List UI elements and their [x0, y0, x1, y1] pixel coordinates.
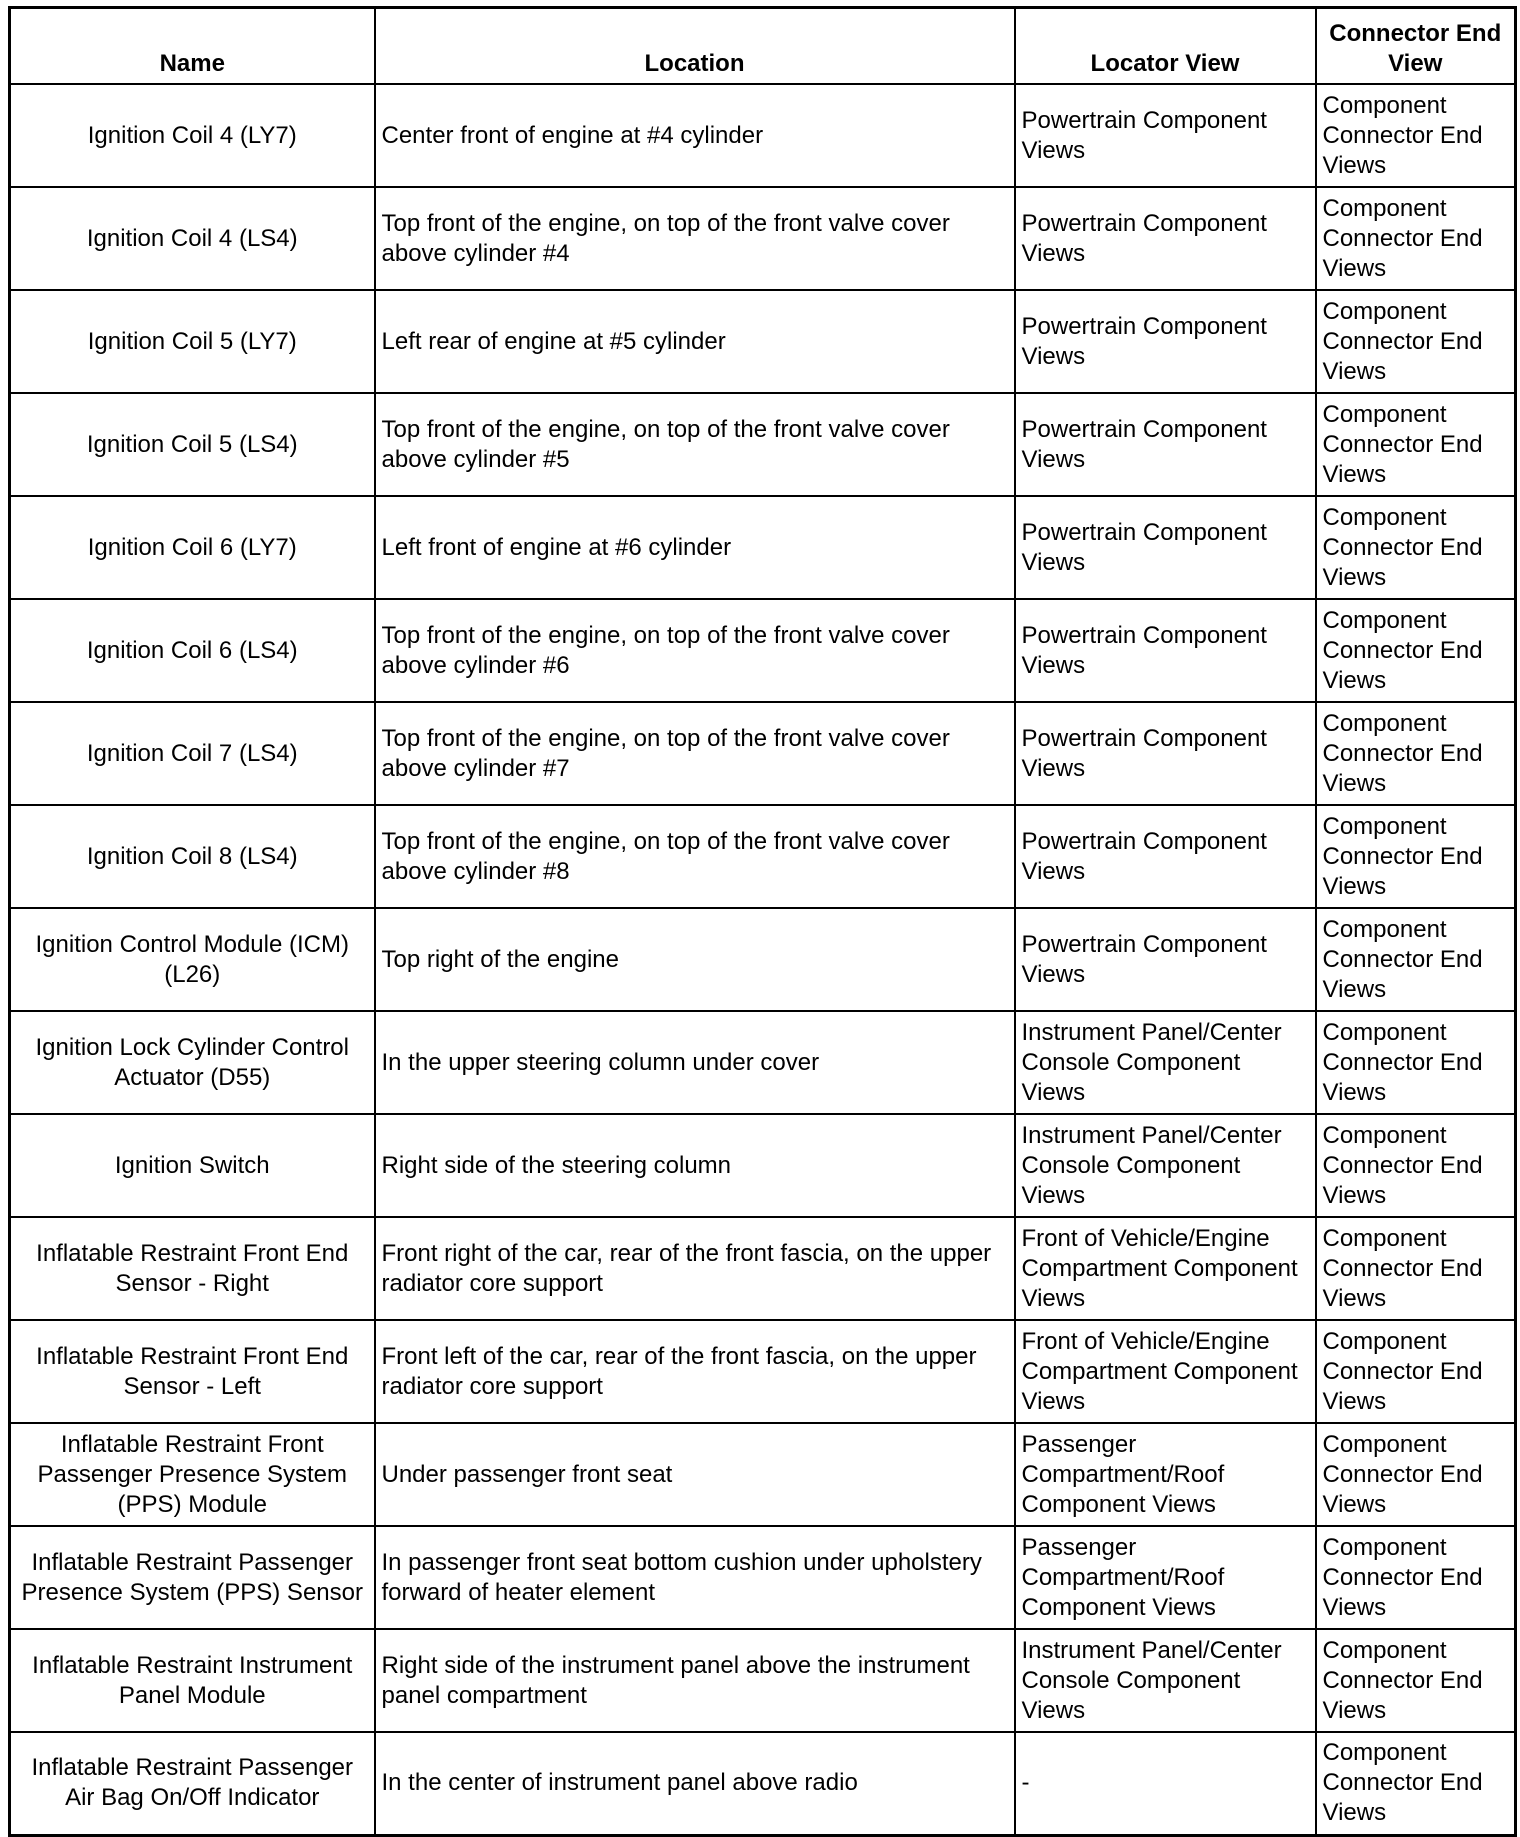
cell-location: Top front of the engine, on top of the front valve cover above cylinder #8 — [375, 805, 1015, 908]
header-locator-view: Locator View — [1015, 8, 1316, 85]
cell-locator-view: Passenger Compartment/Roof Component Views — [1015, 1423, 1316, 1526]
table-row — [10, 496, 1516, 599]
cell-name: Ignition Lock Cylinder Control Actuator (D55) — [10, 1011, 375, 1114]
cell-locator-view: Powertrain Component Views — [1015, 805, 1316, 908]
cell-connector-end-view: Component Connector End Views — [1316, 187, 1516, 290]
cell-locator-view: Powertrain Component Views — [1015, 908, 1316, 1011]
cell-locator-view: Instrument Panel/Center Console Component Views — [1015, 1629, 1316, 1732]
cell-connector-end-view: Component Connector End Views — [1316, 1217, 1516, 1320]
table-row — [10, 290, 1516, 393]
header-location: Location — [375, 8, 1015, 85]
cell-name: Inflatable Restraint Instrument Panel Module — [10, 1629, 375, 1732]
table-row — [10, 702, 1516, 805]
cell-name: Ignition Coil 4 (LS4) — [10, 187, 375, 290]
table-row — [10, 1320, 1516, 1423]
cell-location: Top front of the engine, on top of the front valve cover above cylinder #7 — [375, 702, 1015, 805]
cell-locator-view: Powertrain Component Views — [1015, 599, 1316, 702]
cell-locator-view: Powertrain Component Views — [1015, 496, 1316, 599]
cell-location: Under passenger front seat — [375, 1423, 1015, 1526]
cell-connector-end-view: Component Connector End Views — [1316, 290, 1516, 393]
cell-name: Inflatable Restraint Front End Sensor - Left — [10, 1320, 375, 1423]
cell-connector-end-view: Component Connector End Views — [1316, 1320, 1516, 1423]
cell-name: Inflatable Restraint Passenger Presence System (PPS) Sensor — [10, 1526, 375, 1629]
cell-name: Ignition Coil 6 (LS4) — [10, 599, 375, 702]
cell-name: Ignition Coil 6 (LY7) — [10, 496, 375, 599]
cell-location: Top front of the engine, on top of the front valve cover above cylinder #6 — [375, 599, 1015, 702]
table-row — [10, 805, 1516, 908]
cell-locator-view: Front of Vehicle/Engine Compartment Component Views — [1015, 1320, 1316, 1423]
cell-locator-view: Powertrain Component Views — [1015, 84, 1316, 187]
cell-location: In passenger front seat bottom cushion under upholstery forward of heater element — [375, 1526, 1015, 1629]
cell-connector-end-view: Component Connector End Views — [1316, 1526, 1516, 1629]
cell-connector-end-view: Component Connector End Views — [1316, 805, 1516, 908]
table-row — [10, 84, 1516, 187]
cell-locator-view: Powertrain Component Views — [1015, 702, 1316, 805]
cell-name: Ignition Coil 5 (LY7) — [10, 290, 375, 393]
cell-location: Right side of the instrument panel above the instrument panel compartment — [375, 1629, 1015, 1732]
cell-locator-view: Front of Vehicle/Engine Compartment Component Views — [1015, 1217, 1316, 1320]
table-row — [10, 1629, 1516, 1732]
cell-location: Top front of the engine, on top of the front valve cover above cylinder #5 — [375, 393, 1015, 496]
cell-connector-end-view: Component Connector End Views — [1316, 84, 1516, 187]
table-row — [10, 599, 1516, 702]
cell-location: Top right of the engine — [375, 908, 1015, 1011]
cell-locator-view: Instrument Panel/Center Console Component Views — [1015, 1011, 1316, 1114]
cell-connector-end-view: Component Connector End Views — [1316, 702, 1516, 805]
cell-location: Right side of the steering column — [375, 1114, 1015, 1217]
table-row — [10, 393, 1516, 496]
cell-name: Ignition Coil 5 (LS4) — [10, 393, 375, 496]
cell-location: Left front of engine at #6 cylinder — [375, 496, 1015, 599]
header-name: Name — [10, 8, 375, 85]
cell-name: Inflatable Restraint Passenger Air Bag On/Off Indicator — [10, 1732, 375, 1835]
cell-locator-view: Powertrain Component Views — [1015, 393, 1316, 496]
component-locator-table — [8, 6, 1517, 1837]
table-row — [10, 1526, 1516, 1629]
cell-location: Center front of engine at #4 cylinder — [375, 84, 1015, 187]
cell-name: Inflatable Restraint Front End Sensor - Right — [10, 1217, 375, 1320]
cell-name: Ignition Switch — [10, 1114, 375, 1217]
cell-name: Ignition Control Module (ICM) (L26) — [10, 908, 375, 1011]
cell-connector-end-view: Component Connector End Views — [1316, 393, 1516, 496]
cell-locator-view: Passenger Compartment/Roof Component Views — [1015, 1526, 1316, 1629]
cell-location: In the center of instrument panel above radio — [375, 1732, 1015, 1835]
cell-location: Front right of the car, rear of the front fascia, on the upper radiator core support — [375, 1217, 1015, 1320]
cell-name: Inflatable Restraint Front Passenger Presence System (PPS) Module — [10, 1423, 375, 1526]
cell-connector-end-view: Component Connector End Views — [1316, 599, 1516, 702]
header-connector-end-view: Connector End View — [1316, 8, 1516, 85]
table-row — [10, 1114, 1516, 1217]
cell-location: In the upper steering column under cover — [375, 1011, 1015, 1114]
cell-connector-end-view: Component Connector End Views — [1316, 1011, 1516, 1114]
table-row — [10, 1423, 1516, 1526]
cell-connector-end-view: Component Connector End Views — [1316, 1114, 1516, 1217]
table-row — [10, 1732, 1516, 1835]
table-row — [10, 908, 1516, 1011]
cell-connector-end-view: Component Connector End Views — [1316, 1423, 1516, 1526]
cell-locator-view: Powertrain Component Views — [1015, 187, 1316, 290]
table-row — [10, 1011, 1516, 1114]
cell-locator-view: Powertrain Component Views — [1015, 290, 1316, 393]
cell-location: Left rear of engine at #5 cylinder — [375, 290, 1015, 393]
table-row — [10, 187, 1516, 290]
cell-locator-view: - — [1015, 1732, 1316, 1835]
cell-location: Front left of the car, rear of the front fascia, on the upper radiator core support — [375, 1320, 1015, 1423]
cell-name: Ignition Coil 7 (LS4) — [10, 702, 375, 805]
cell-locator-view: Instrument Panel/Center Console Component Views — [1015, 1114, 1316, 1217]
cell-location: Top front of the engine, on top of the front valve cover above cylinder #4 — [375, 187, 1015, 290]
cell-connector-end-view: Component Connector End Views — [1316, 496, 1516, 599]
cell-name: Ignition Coil 4 (LY7) — [10, 84, 375, 187]
table-row — [10, 1217, 1516, 1320]
table-header-row — [10, 8, 1516, 85]
cell-connector-end-view: Component Connector End Views — [1316, 1732, 1516, 1835]
cell-connector-end-view: Component Connector End Views — [1316, 1629, 1516, 1732]
cell-name: Ignition Coil 8 (LS4) — [10, 805, 375, 908]
cell-connector-end-view: Component Connector End Views — [1316, 908, 1516, 1011]
